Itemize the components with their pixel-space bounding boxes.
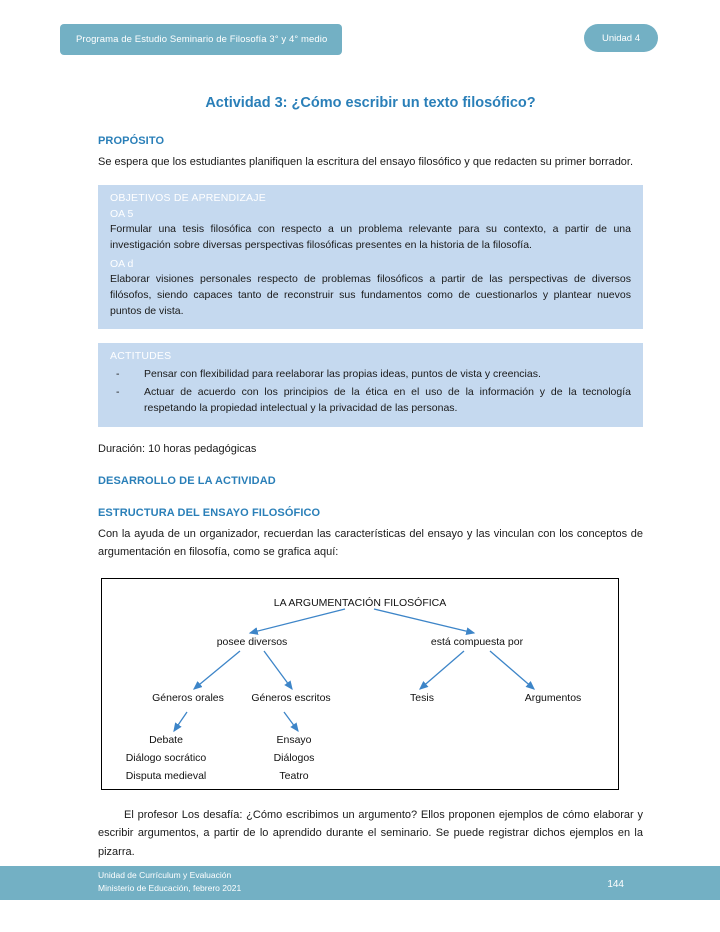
structure-label: ESTRUCTURA DEL ENSAYO FILOSÓFICO — [98, 507, 321, 520]
list-item — [110, 384, 631, 417]
unit-badge — [584, 24, 658, 52]
header-program-title: Programa de Estudio Seminario de Filosofía 3° y 4° medio — [76, 33, 328, 45]
footer-credits — [98, 869, 241, 894]
diagram-node-generos-orales: Géneros orales — [152, 691, 224, 704]
diagram-branch-right: está compuesta por — [430, 635, 524, 648]
diagram-node-tesis: Tesis — [410, 691, 434, 704]
unit-badge-label: Unidad 4 — [601, 32, 641, 44]
diagram-escritos-item-3: Teatro — [279, 769, 309, 782]
diagram-orales-item-2: Diálogo socrático — [125, 751, 207, 764]
header-program-bar — [60, 24, 342, 55]
attitudes-title: ACTITUDES — [110, 350, 172, 363]
diagram-orales-item-3: Disputa medieval — [125, 769, 207, 782]
purpose-text: Se espera que los estudiantes planifiquen la escritura del ensayo filosófico y que redacten su primer borrador. — [98, 156, 634, 168]
structure-intro-text: Con la ayuda de un organizador, recuerdan las características del ensayo y las vinculan con los conceptos de argumentación en filosofía, como se grafica aquí: — [98, 528, 643, 559]
attitudes-box — [98, 343, 643, 427]
dash-bullet: - — [116, 385, 120, 398]
development-label: DESARROLLO DE LA ACTIVIDAD — [98, 475, 276, 488]
diagram-branch-left: posee diversos — [216, 635, 288, 648]
purpose-label: PROPÓSITO — [98, 135, 165, 147]
learning-objectives-title: OBJETIVOS DE APRENDIZAJE — [110, 192, 266, 205]
diagram-title: LA ARGUMENTACIÓN FILOSÓFICA — [273, 596, 447, 609]
learning-objectives-box — [98, 185, 643, 329]
argumentation-diagram — [101, 578, 619, 790]
activity-title: Actividad 3: ¿Cómo escribir un texto filosófico? — [205, 95, 536, 111]
oa-text-d: Elaborar visiones personales respecto de problemas filosóficos a partir de las perspectivas de diversos filósofos, siendo capaces tanto de reconstruir sus fundamentos como de cuestionarlos y plantear nuevos puntos de vista. — [110, 272, 631, 318]
footer-line-1: Unidad de Currículum y Evaluación — [98, 870, 232, 881]
diagram-escritos-item-1: Ensayo — [276, 733, 312, 746]
footer-line-2: Ministerio de Educación, febrero 2021 — [98, 882, 242, 893]
attitudes-list — [110, 366, 631, 416]
oa-code-5: OA 5 — [110, 208, 134, 221]
diagram-node-argumentos: Argumentos — [524, 691, 582, 704]
page-number: 144 — [607, 879, 624, 890]
diagram-escritos-item-2: Diálogos — [273, 751, 315, 764]
oa-text-5: Formular una tesis filosófica con respecto a un problema relevante para su contexto, a partir de una investigación sobre diversas perspectivas filosóficas presentes en la historia de la filosofía. — [110, 223, 631, 252]
list-item — [110, 366, 631, 382]
diagram-node-generos-escritos: Géneros escritos — [251, 691, 331, 704]
main-content — [98, 95, 643, 862]
attitude-text-2: Actuar de acuerdo con los principios de la ética en el uso de la información y de la tecnología respetando la propiedad intelectual y la privacidad de las personas. — [144, 385, 631, 414]
diagram-orales-item-1: Debate — [149, 733, 183, 746]
attitude-text-1: Pensar con flexibilidad para reelaborar las propias ideas, puntos de vista y creencias. — [144, 368, 541, 381]
duration-text: Duración: 10 horas pedagógicas — [98, 443, 257, 456]
oa-code-d: OA d — [110, 257, 134, 270]
closing-paragraph: El profesor Los desafía: ¿Cómo escribimos un argumento? Ellos proponen ejemplos de cómo elaborar y escribir argumentos, a partir de lo aprendido durante el seminario. Se puede registrar dichos ejemplos en la pizarra. — [98, 808, 643, 858]
dash-bullet: - — [116, 368, 120, 381]
